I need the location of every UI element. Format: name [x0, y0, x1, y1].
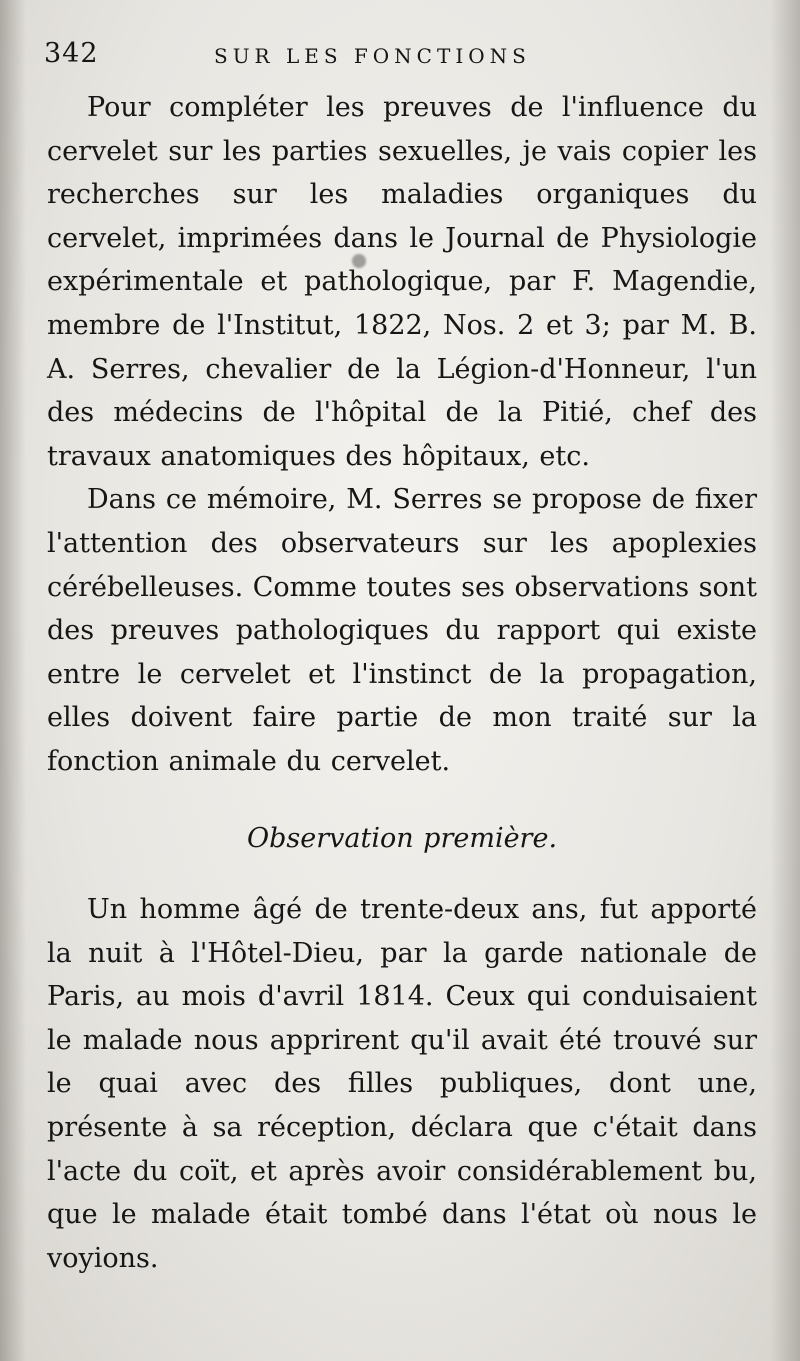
paragraph-3: Un homme âgé de trente-deux ans, fut apporté la nuit à l'Hôtel-Dieu, par la garde nationale de Paris, au mois d'avril 1814. Ceux qui conduisaient le malade nous apprirent qu'il avait été trouvé sur le quai avec des filles publiques, dont une, présente à sa réception, déclara que c'était dans l'acte du coït, et après avoir considérablement bu, que le malade était tombé dans l'état où nous le voyions.: [47, 894, 757, 1274]
body-text: [47, 86, 757, 1280]
page-number: 342: [44, 38, 99, 69]
page-header: [44, 38, 764, 78]
section-heading: Observation première.: [246, 822, 558, 854]
running-head: SUR LES FONCTIONS: [214, 44, 531, 68]
page-gutter-shadow: [0, 0, 26, 1361]
page-edge-shadow: [770, 0, 800, 1361]
paragraph-2: Dans ce mémoire, M. Serres se propose de fixer l'attention des observateurs sur les apoplexies cérébelleuses. Comme toutes ses observations sont des preuves pathologiques du rapport qui existe entre le cervelet et l'instinct de la propagation, elles doivent faire partie de mon traité sur la fonction animale du cervelet.: [47, 484, 758, 777]
paragraph-1: Pour compléter les preuves de l'influence du cervelet sur les parties sexuelles, je vais copier les recherches sur les maladies organiques du cervelet, imprimées dans le Journal de Physiologie expérimentale et pathologique, par F. Magendie, membre de l'Institut, 1822, Nos. 2 et 3; par M. B. A. Serres, chevalier de la Légion-d'Honneur, l'un des médecins de l'hôpital de la Pitié, chef des travaux anatomiques des hôpitaux, etc.: [47, 92, 757, 472]
